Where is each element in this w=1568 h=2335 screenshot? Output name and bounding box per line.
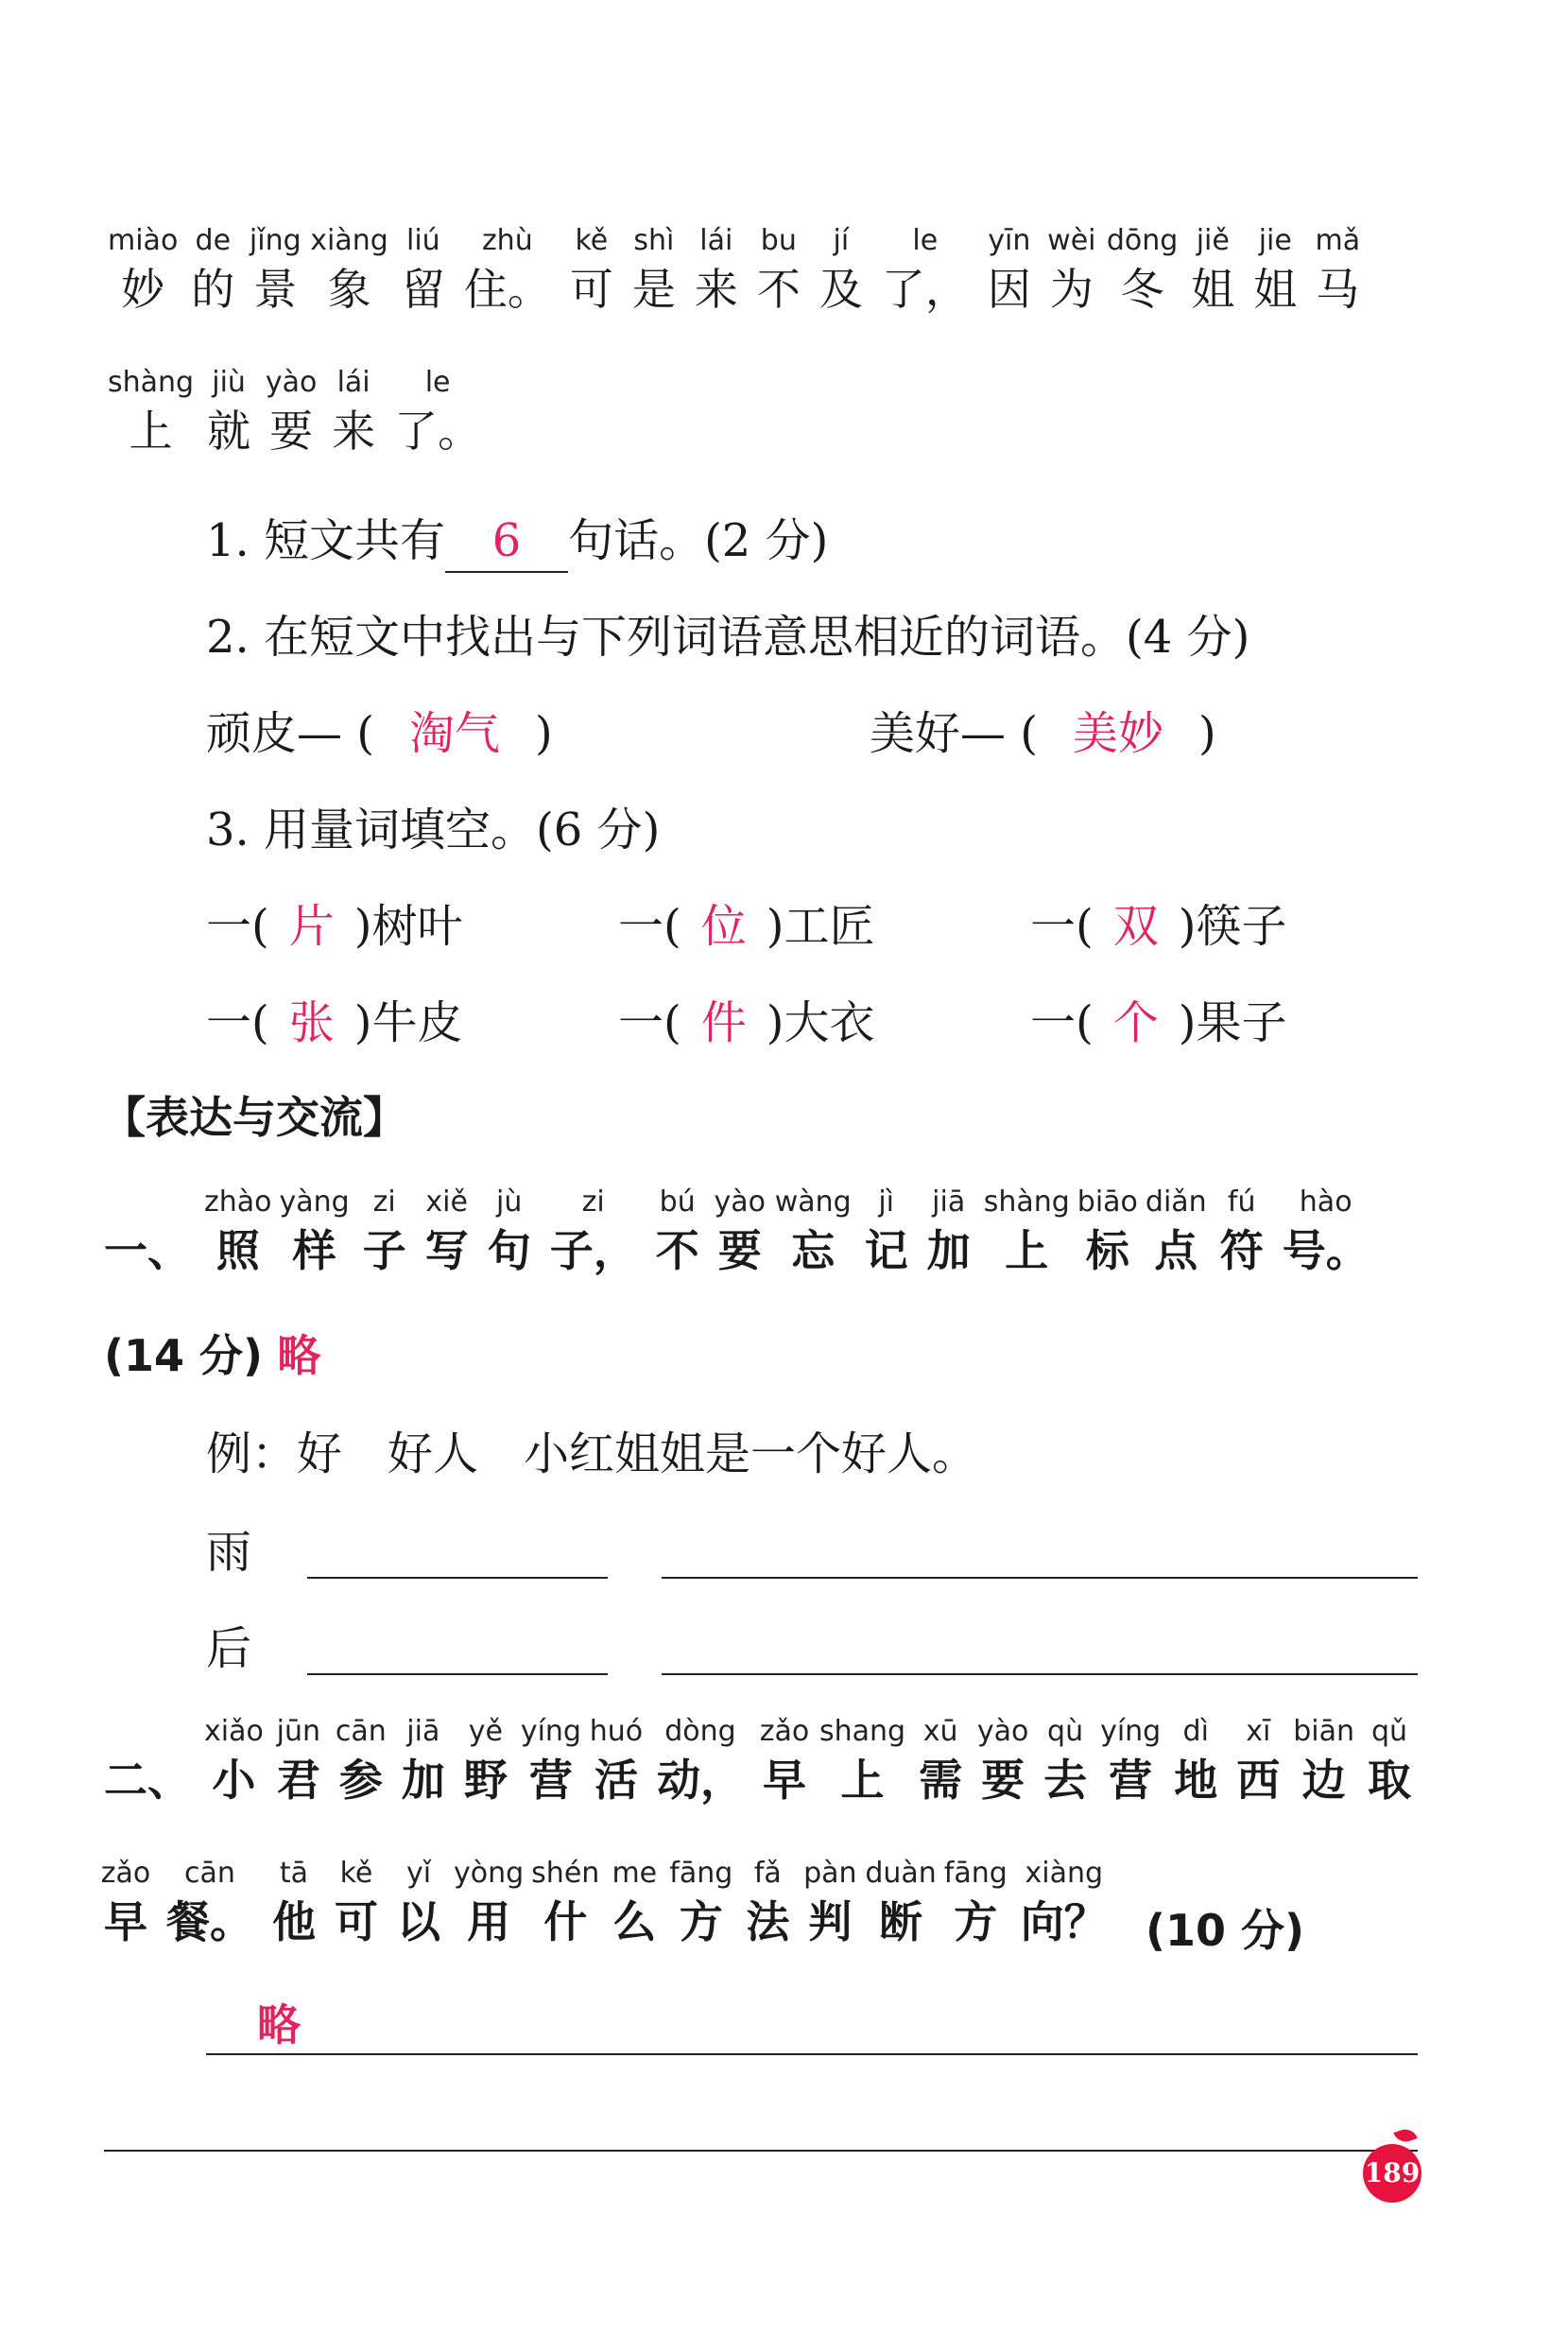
pinyin: duàn bbox=[865, 1857, 937, 1890]
question-3 bbox=[206, 800, 660, 860]
pinyin: yíng bbox=[1100, 1715, 1162, 1748]
char-unit bbox=[244, 222, 306, 319]
task-2-answer-line-2[interactable] bbox=[104, 2150, 1418, 2152]
pinyin: pàn bbox=[803, 1857, 857, 1890]
char-unit bbox=[455, 222, 560, 319]
hanzi: 忘 bbox=[791, 1225, 836, 1276]
measure-3-answer[interactable]: 双 bbox=[1112, 900, 1159, 953]
char-unit bbox=[980, 1184, 1074, 1280]
char-unit bbox=[861, 1855, 939, 1951]
hanzi: 为 bbox=[1049, 264, 1094, 315]
question-1-prefix: 1. 短文共有 bbox=[206, 514, 446, 567]
char-unit bbox=[816, 1713, 909, 1809]
char-unit bbox=[685, 222, 748, 319]
pinyin: jí bbox=[833, 224, 850, 257]
hanzi: 早 bbox=[104, 1896, 147, 1947]
char-unit bbox=[541, 1184, 646, 1280]
char-unit bbox=[1227, 1713, 1289, 1809]
pinyin: lái bbox=[699, 224, 733, 257]
hanzi: 法 bbox=[746, 1896, 790, 1947]
hanzi: 去 bbox=[1043, 1755, 1088, 1806]
char-unit bbox=[1041, 222, 1103, 319]
char-unit bbox=[736, 1855, 799, 1951]
char-unit bbox=[276, 1184, 353, 1280]
char-unit bbox=[322, 364, 385, 460]
hanzi: 君 bbox=[276, 1755, 320, 1806]
page-number: 189 bbox=[1363, 2144, 1422, 2203]
hanzi: 一、 bbox=[104, 1225, 191, 1276]
hanzi: 什 bbox=[543, 1896, 588, 1947]
char-unit bbox=[527, 1855, 603, 1951]
hanzi: 标 bbox=[1085, 1225, 1129, 1276]
char-unit bbox=[646, 1184, 709, 1280]
hanzi: 上 bbox=[129, 406, 173, 457]
pair-2-word: 美好— ( bbox=[870, 707, 1038, 760]
measure-word-4 bbox=[206, 993, 462, 1053]
hanzi: 早 bbox=[762, 1755, 806, 1806]
pinyin: wàng bbox=[774, 1185, 852, 1219]
measure-word-3 bbox=[1030, 896, 1286, 957]
pinyin: biāo bbox=[1077, 1185, 1138, 1219]
pinyin: biān bbox=[1293, 1715, 1355, 1748]
char-unit bbox=[560, 222, 623, 319]
char-unit bbox=[104, 222, 181, 319]
question-1-suffix: 句话。(2 分) bbox=[568, 514, 829, 567]
hanzi: 马 bbox=[1316, 264, 1360, 315]
apple-leaf-icon bbox=[1393, 2126, 1417, 2146]
hanzi: 判 bbox=[808, 1896, 853, 1947]
char-unit bbox=[585, 1713, 647, 1809]
measure-6-pre: 一( bbox=[1030, 996, 1094, 1049]
pinyin: yǐ bbox=[405, 1857, 432, 1890]
hanzi: 要 bbox=[981, 1755, 1025, 1806]
hanzi: 点 bbox=[1154, 1225, 1198, 1276]
measure-4-pre: 一( bbox=[206, 996, 269, 1049]
pinyin: jù bbox=[496, 1185, 523, 1219]
pinyin: lái bbox=[336, 366, 370, 399]
char-unit bbox=[450, 1855, 527, 1951]
char-unit bbox=[263, 1855, 325, 1951]
pinyin: shang bbox=[818, 1715, 906, 1748]
hanzi: 么 bbox=[612, 1896, 657, 1947]
char-unit bbox=[978, 222, 1041, 319]
char-unit bbox=[709, 1184, 771, 1280]
question-1-answer[interactable]: 6 bbox=[445, 510, 568, 573]
task-1-blank-1-sentence[interactable] bbox=[662, 1577, 1418, 1579]
char-unit bbox=[198, 364, 260, 460]
hanzi: 记 bbox=[864, 1225, 908, 1276]
pinyin: fāng bbox=[943, 1857, 1008, 1890]
hanzi: 及 bbox=[818, 264, 863, 315]
pinyin: fāng bbox=[669, 1857, 733, 1890]
char-unit bbox=[1211, 1184, 1273, 1280]
pinyin: shàng bbox=[108, 366, 195, 399]
hanzi: 用 bbox=[467, 1896, 511, 1947]
hanzi: 冬 bbox=[1120, 264, 1164, 315]
char-unit bbox=[810, 222, 872, 319]
hanzi: 是 bbox=[631, 264, 676, 315]
char-unit bbox=[200, 1184, 276, 1280]
pinyin: shì bbox=[633, 224, 675, 257]
pinyin: kě bbox=[339, 1857, 373, 1890]
pinyin: liú bbox=[405, 224, 440, 257]
hanzi: 了， bbox=[881, 264, 969, 315]
pinyin: yíng bbox=[520, 1715, 581, 1748]
hanzi: 西 bbox=[1236, 1755, 1281, 1806]
char-unit bbox=[603, 1855, 665, 1951]
hanzi: 活 bbox=[594, 1755, 638, 1806]
pinyin: dōng bbox=[1106, 224, 1179, 257]
measure-2-pre: 一( bbox=[618, 900, 681, 953]
char-unit bbox=[306, 222, 392, 319]
char-unit bbox=[1244, 222, 1306, 319]
pinyin: dòng bbox=[664, 1715, 736, 1748]
hanzi: 符 bbox=[1219, 1225, 1264, 1276]
char-unit bbox=[799, 1855, 861, 1951]
pinyin: zi bbox=[372, 1185, 396, 1219]
pinyin: dì bbox=[1182, 1715, 1209, 1748]
pinyin: yàng bbox=[279, 1185, 350, 1219]
hanzi: 子 bbox=[362, 1225, 406, 1276]
pinyin: yào bbox=[265, 366, 318, 399]
hanzi: 的 bbox=[191, 264, 235, 315]
measure-1-post: )树叶 bbox=[353, 900, 463, 953]
char-unit bbox=[972, 1713, 1034, 1809]
pinyin: xī bbox=[1246, 1715, 1271, 1748]
pinyin: yīn bbox=[988, 224, 1031, 257]
section-title: 【表达与交流】 bbox=[102, 1092, 406, 1143]
task-1-example: 例：好 好人 小红姐姐是一个好人。 bbox=[206, 1427, 978, 1480]
char-unit bbox=[918, 1184, 980, 1280]
hanzi: 可 bbox=[569, 264, 613, 315]
pinyin: shàng bbox=[983, 1185, 1070, 1219]
hanzi: 要 bbox=[717, 1225, 762, 1276]
task-1-blank-1-word[interactable] bbox=[307, 1577, 608, 1579]
question-1 bbox=[206, 510, 828, 573]
char-unit bbox=[1289, 1713, 1358, 1809]
pinyin: xiǎo bbox=[204, 1715, 264, 1748]
pinyin: xū bbox=[922, 1715, 958, 1748]
task-1-score-line bbox=[104, 1325, 320, 1386]
hanzi: 小 bbox=[212, 1755, 256, 1806]
pinyin: zhù bbox=[481, 224, 533, 257]
char-unit bbox=[1142, 1184, 1211, 1280]
measure-1-answer[interactable]: 片 bbox=[288, 900, 335, 953]
char-unit bbox=[385, 364, 491, 460]
pinyin: bu bbox=[760, 224, 797, 257]
measure-1-pre: 一( bbox=[206, 900, 269, 953]
measure-2-answer[interactable]: 位 bbox=[700, 900, 747, 953]
pinyin: fú bbox=[1227, 1185, 1256, 1219]
char-unit bbox=[665, 1855, 736, 1951]
char-unit bbox=[1103, 222, 1181, 319]
question-2-text: 2. 在短文中找出与下列词语意思相近的词语。(4 分) bbox=[206, 611, 1250, 664]
pinyin: jì bbox=[878, 1185, 895, 1219]
pinyin: miào bbox=[108, 224, 179, 257]
hanzi: 参 bbox=[338, 1755, 383, 1806]
hanzi: 住。 bbox=[463, 264, 551, 315]
pinyin: xiàng bbox=[1025, 1857, 1104, 1890]
hanzi: 来 bbox=[694, 264, 738, 315]
pinyin: le bbox=[424, 366, 451, 399]
task-1-row bbox=[95, 1184, 1379, 1280]
pinyin: me bbox=[612, 1857, 658, 1890]
hanzi: 动， bbox=[656, 1755, 744, 1806]
pinyin: shén bbox=[531, 1857, 600, 1890]
question-2 bbox=[206, 607, 1249, 667]
pinyin: de bbox=[195, 224, 232, 257]
pinyin: jiě bbox=[1196, 224, 1230, 257]
pinyin: diǎn bbox=[1145, 1185, 1207, 1219]
measure-word-1 bbox=[206, 896, 462, 957]
hanzi: 加 bbox=[401, 1755, 445, 1806]
char-unit bbox=[1074, 1184, 1142, 1280]
char-unit bbox=[1306, 222, 1369, 319]
question-3-text: 3. 用量词填空。(6 分) bbox=[206, 804, 661, 856]
pinyin: hào bbox=[1299, 1185, 1353, 1219]
measure-3-post: )筷子 bbox=[1178, 900, 1287, 953]
char-unit bbox=[260, 364, 322, 460]
pinyin: jiù bbox=[212, 366, 246, 399]
pinyin: yě bbox=[468, 1715, 503, 1748]
hanzi: 加 bbox=[926, 1225, 971, 1276]
pinyin: jiā bbox=[406, 1715, 440, 1748]
char-unit bbox=[95, 1855, 157, 1951]
char-unit bbox=[104, 364, 198, 460]
task-2-answer-line-1[interactable] bbox=[206, 2053, 1418, 2055]
char-unit bbox=[1181, 222, 1244, 319]
pinyin: zi bbox=[581, 1185, 605, 1219]
char-unit bbox=[416, 1184, 478, 1280]
task-1-blank-1-char: 雨 bbox=[206, 1526, 252, 1579]
pinyin: tā bbox=[279, 1857, 309, 1890]
char-unit bbox=[872, 222, 978, 319]
hanzi: 姐 bbox=[1253, 264, 1298, 315]
char-unit bbox=[388, 1855, 450, 1951]
char-unit bbox=[771, 1184, 855, 1280]
measure-4-post: )牛皮 bbox=[353, 996, 463, 1049]
hanzi: 上 bbox=[840, 1755, 885, 1806]
task-1-answer: 略 bbox=[277, 1330, 321, 1381]
task-2-row-1 bbox=[95, 1713, 1421, 1809]
hanzi: 断 bbox=[879, 1896, 923, 1947]
char-unit bbox=[647, 1713, 753, 1809]
hanzi: 方 bbox=[954, 1896, 998, 1947]
hanzi: 他 bbox=[272, 1896, 316, 1947]
pinyin bbox=[144, 1184, 151, 1221]
pinyin: jiā bbox=[932, 1185, 966, 1219]
pinyin: qǔ bbox=[1370, 1715, 1408, 1748]
hanzi: 留 bbox=[401, 264, 445, 315]
pinyin: yòng bbox=[454, 1857, 525, 1890]
pinyin: bú bbox=[659, 1185, 696, 1219]
measure-word-6 bbox=[1030, 993, 1286, 1053]
measure-6-post: )果子 bbox=[1178, 996, 1287, 1049]
hanzi: 象 bbox=[327, 264, 371, 315]
char-unit bbox=[95, 1713, 200, 1809]
task-2-row-2 bbox=[95, 1855, 1117, 1951]
pinyin: zhào bbox=[204, 1185, 272, 1219]
hanzi: 样 bbox=[292, 1225, 336, 1276]
pinyin: cān bbox=[335, 1715, 387, 1748]
question-2-pair-1 bbox=[206, 703, 553, 764]
task-2-score: (10 分) bbox=[1146, 1905, 1305, 1956]
pinyin: yào bbox=[714, 1185, 766, 1219]
hanzi: 景 bbox=[253, 264, 298, 315]
passage-row-2 bbox=[104, 364, 491, 460]
char-unit bbox=[200, 1713, 267, 1809]
pair-1-answer[interactable]: 淘气 bbox=[408, 707, 500, 760]
hanzi: 句 bbox=[487, 1225, 531, 1276]
char-unit bbox=[181, 222, 244, 319]
char-unit bbox=[909, 1713, 972, 1809]
pinyin: xiàng bbox=[310, 224, 388, 257]
hanzi: 野 bbox=[463, 1755, 508, 1806]
char-unit bbox=[1358, 1713, 1421, 1809]
pinyin: kě bbox=[575, 224, 609, 257]
passage-row-1 bbox=[104, 222, 1369, 319]
char-unit bbox=[753, 1713, 816, 1809]
pair-1-word: 顽皮— ( bbox=[206, 707, 374, 760]
hanzi: 不 bbox=[756, 264, 801, 315]
char-unit bbox=[267, 1713, 330, 1809]
char-unit bbox=[855, 1184, 918, 1280]
hanzi: 方 bbox=[679, 1896, 723, 1947]
hanzi: 餐。 bbox=[166, 1896, 253, 1947]
char-unit bbox=[325, 1855, 388, 1951]
hanzi: 不 bbox=[655, 1225, 699, 1276]
task-1-blank-2-char: 后 bbox=[206, 1622, 252, 1675]
measure-5-answer[interactable]: 件 bbox=[700, 996, 747, 1049]
char-unit bbox=[623, 222, 685, 319]
pair-1-close: ) bbox=[535, 707, 553, 760]
hanzi: 营 bbox=[528, 1755, 573, 1806]
hanzi: 以 bbox=[397, 1896, 440, 1947]
pinyin: jǐng bbox=[249, 224, 302, 257]
char-unit bbox=[1164, 1713, 1227, 1809]
measure-5-post: )大衣 bbox=[766, 996, 875, 1049]
char-unit bbox=[1273, 1184, 1379, 1280]
hanzi: 向？ bbox=[1020, 1896, 1108, 1947]
char-unit bbox=[157, 1855, 263, 1951]
char-unit bbox=[1011, 1855, 1117, 1951]
char-unit bbox=[1034, 1713, 1096, 1809]
pinyin: yào bbox=[976, 1715, 1029, 1748]
hanzi: 营 bbox=[1109, 1755, 1153, 1806]
hanzi: 可 bbox=[335, 1896, 378, 1947]
hanzi: 上 bbox=[1005, 1225, 1049, 1276]
hanzi: 取 bbox=[1368, 1755, 1412, 1806]
char-unit bbox=[748, 222, 810, 319]
pinyin: huó bbox=[589, 1715, 644, 1748]
hanzi: 写 bbox=[424, 1225, 469, 1276]
hanzi: 边 bbox=[1301, 1755, 1346, 1806]
hanzi: 地 bbox=[1174, 1755, 1218, 1806]
char-unit bbox=[392, 1713, 455, 1809]
char-unit bbox=[455, 1713, 517, 1809]
measure-4-answer[interactable]: 张 bbox=[288, 996, 335, 1049]
pinyin: xiě bbox=[425, 1185, 468, 1219]
task-2-answer: 略 bbox=[257, 1999, 301, 2050]
hanzi: 就 bbox=[207, 406, 251, 457]
hanzi: 子， bbox=[549, 1225, 637, 1276]
measure-word-5 bbox=[618, 993, 874, 1053]
task-1-blank-2-word[interactable] bbox=[307, 1673, 608, 1675]
hanzi: 姐 bbox=[1191, 264, 1235, 315]
hanzi: 需 bbox=[919, 1755, 963, 1806]
measure-2-post: )工匠 bbox=[766, 900, 875, 953]
pinyin: zǎo bbox=[759, 1715, 810, 1748]
pair-2-answer[interactable]: 美妙 bbox=[1072, 707, 1163, 760]
hanzi: 照 bbox=[215, 1225, 260, 1276]
question-2-pair-2 bbox=[870, 703, 1216, 764]
hanzi: 号。 bbox=[1282, 1225, 1370, 1276]
measure-5-pre: 一( bbox=[618, 996, 681, 1049]
hanzi: 来 bbox=[332, 406, 376, 457]
pinyin: jie bbox=[1258, 224, 1292, 257]
measure-word-2 bbox=[618, 896, 874, 957]
hanzi: 要 bbox=[269, 406, 314, 457]
char-unit bbox=[330, 1713, 392, 1809]
char-unit bbox=[517, 1713, 585, 1809]
pinyin: cān bbox=[184, 1857, 235, 1890]
pinyin bbox=[144, 1713, 151, 1751]
task-1-blank-2-sentence[interactable] bbox=[662, 1673, 1418, 1675]
char-unit bbox=[353, 1184, 416, 1280]
hanzi: 妙 bbox=[121, 264, 165, 315]
char-unit bbox=[95, 1184, 200, 1280]
hanzi: 二、 bbox=[104, 1755, 191, 1806]
pinyin: fǎ bbox=[753, 1857, 782, 1890]
pair-2-close: ) bbox=[1198, 707, 1216, 760]
pinyin: jūn bbox=[276, 1715, 321, 1748]
char-unit bbox=[478, 1184, 541, 1280]
char-unit bbox=[940, 1855, 1011, 1951]
pinyin: le bbox=[912, 224, 939, 257]
pinyin: mǎ bbox=[1315, 224, 1361, 257]
hanzi: 了。 bbox=[394, 406, 482, 457]
task-1-score: (14 分) bbox=[104, 1330, 264, 1381]
char-unit bbox=[392, 222, 455, 319]
pinyin: zǎo bbox=[100, 1857, 151, 1890]
char-unit bbox=[1096, 1713, 1164, 1809]
measure-3-pre: 一( bbox=[1030, 900, 1094, 953]
pinyin: qù bbox=[1047, 1715, 1084, 1748]
measure-6-answer[interactable]: 个 bbox=[1112, 996, 1159, 1049]
hanzi: 因 bbox=[987, 264, 1031, 315]
pinyin: wèi bbox=[1047, 224, 1096, 257]
